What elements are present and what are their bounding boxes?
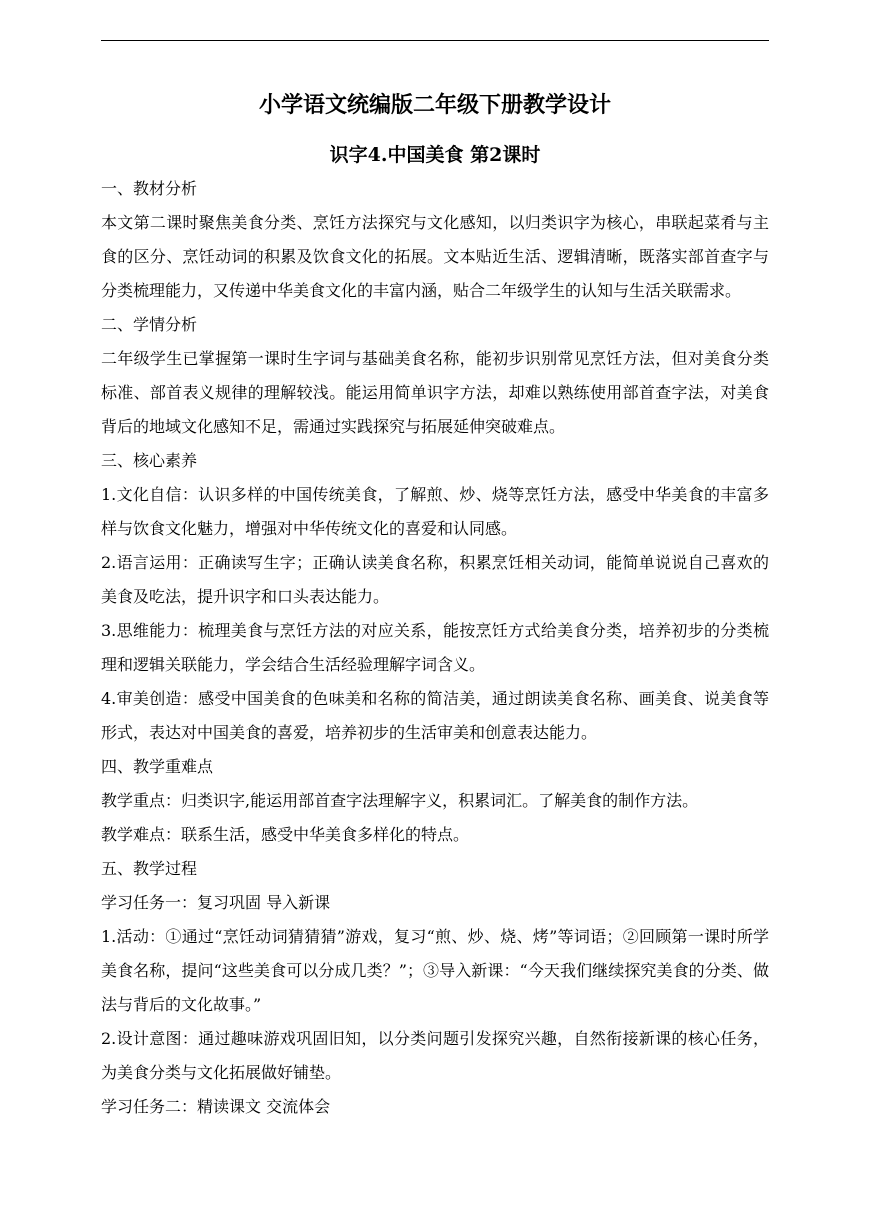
section-heading-key-points: 四、教学重难点 xyxy=(101,757,214,776)
header-rule xyxy=(101,40,769,41)
core-literacy-item-4: 4.审美创造：感受中国美食的色味美和名称的简洁美，通过朗读美食名称、画美食、说美食等形式，表达对中国美食的喜爱，培养初步的生活审美和创意表达能力。 xyxy=(101,689,769,742)
student-analysis-paragraph: 二年级学生已掌握第一课时生字词与基础美食名称，能初步识别常见烹饪方法，但对美食分类标准、部首表义规律的理解较浅。能运用简单识字方法，却难以熟练使用部首查字法，对美食背后的地域文化感知不足，需通过实践探究与拓展延伸突破难点。 xyxy=(101,349,769,436)
page-title: 小学语文统编版二年级下册教学设计 xyxy=(258,92,611,118)
lesson-subtitle: 识字4.中国美食 第2课时 xyxy=(329,144,541,166)
section-heading-student-analysis: 二、学情分析 xyxy=(101,315,198,334)
task-1-heading: 学习任务一：复习巩固 导入新课 xyxy=(101,893,331,912)
textbook-analysis-paragraph: 本文第二课时聚焦美食分类、烹饪方法探究与文化感知，以归类识字为核心，串联起菜肴与主食的区分、烹饪动词的积累及饮食文化的拓展。文本贴近生活、逻辑清晰，既落实部首查字与分类梳理能力，又传递中华美食文化的丰富内涵，贴合二年级学生的认知与生活关联需求。 xyxy=(101,213,769,300)
core-literacy-item-1: 1.文化自信：认识多样的中国传统美食，了解煎、炒、烧等烹饪方法，感受中华美食的丰富多样与饮食文化魅力，增强对中华传统文化的喜爱和认同感。 xyxy=(101,485,769,538)
section-heading-textbook-analysis: 一、教材分析 xyxy=(101,179,198,198)
section-heading-core-literacy: 三、核心素养 xyxy=(101,451,198,470)
task-1-activity: 1.活动：①通过“烹饪动词猜猜猜”游戏，复习“煎、炒、烧、烤”等词语；②回顾第一课时所学美食名称，提问“这些美食可以分成几类？”；③导入新课：“今天我们继续探究美食的分类、做法与背后的文化故事。” xyxy=(101,927,769,1014)
document-body xyxy=(101,172,769,1124)
task-1-design-intent: 2.设计意图：通过趣味游戏巩固旧知，以分类问题引发探究兴趣，自然衔接新课的核心任务，为美食分类与文化拓展做好铺垫。 xyxy=(101,1029,769,1082)
document-content xyxy=(101,86,769,1124)
task-2-heading: 学习任务二：精读课文 交流体会 xyxy=(101,1097,331,1116)
core-literacy-item-3: 3.思维能力：梳理美食与烹饪方法的对应关系，能按烹饪方式给美食分类，培养初步的分类梳理和逻辑关联能力，学会结合生活经验理解字词含义。 xyxy=(101,621,769,674)
teaching-key-point: 教学重点：归类识字,能运用部首查字法理解字义，积累词汇。了解美食的制作方法。 xyxy=(101,791,699,810)
section-heading-teaching-process: 五、教学过程 xyxy=(101,859,198,878)
core-literacy-item-2: 2.语言运用：正确读写生字；正确认读美食名称，积累烹饪相关动词，能简单说说自己喜欢的美食及吃法，提升识字和口头表达能力。 xyxy=(101,553,769,606)
teaching-difficult-point: 教学难点：联系生活，感受中华美食多样化的特点。 xyxy=(101,825,470,844)
